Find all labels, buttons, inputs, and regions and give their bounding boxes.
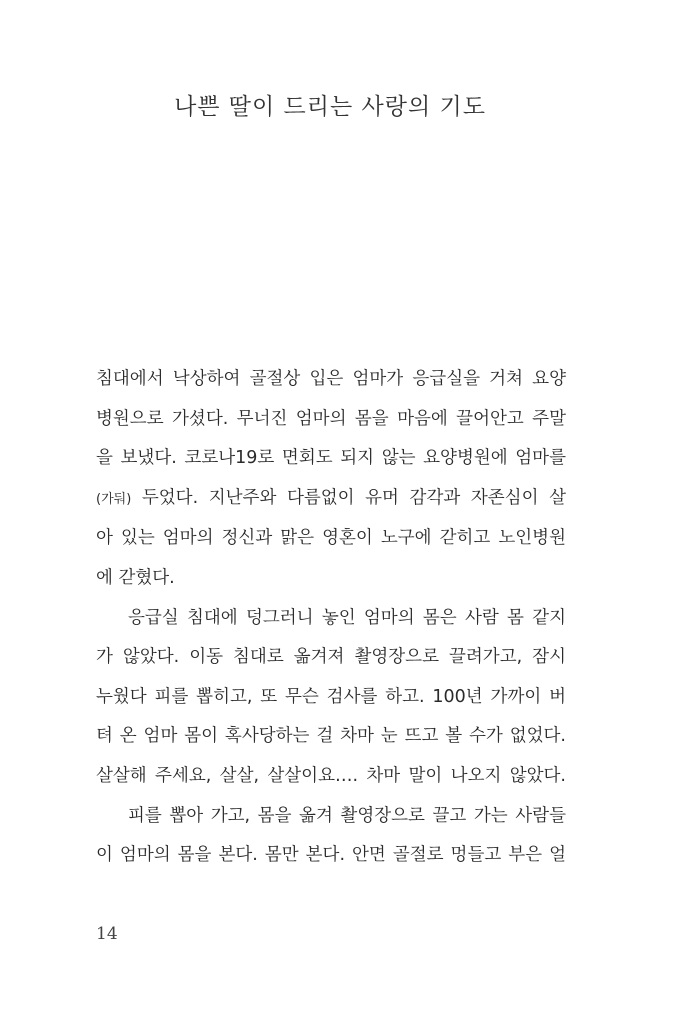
page-number: 14 bbox=[96, 924, 118, 944]
chapter-title: 나쁜 딸이 드리는 사랑의 기도 bbox=[174, 94, 486, 120]
paragraph-1 bbox=[96, 360, 566, 599]
text-line: 살살해 주세요, 살살, 살살이요…. 차마 말이 나오지 않았다. bbox=[96, 765, 566, 786]
text-fragment: 두었다. 지난주와 다름없이 유머 감각과 자존심이 살 bbox=[141, 487, 566, 508]
inline-note: (가둬) bbox=[96, 491, 132, 507]
text-line: 을 보냈다. 코로나19로 면회도 되지 않는 요양병원에 엄마를 bbox=[96, 448, 566, 469]
paragraph-3 bbox=[96, 797, 566, 876]
body-text bbox=[96, 360, 566, 876]
text-line: 이 엄마의 몸을 본다. 몸만 본다. 안면 골절로 멍들고 부은 얼 bbox=[96, 845, 566, 866]
paragraph-2 bbox=[96, 599, 566, 797]
text-line: 누웠다 피를 뽑히고, 또 무슨 검사를 하고. 100년 가까이 버 bbox=[96, 686, 566, 707]
text-line: 가 않았다. 이동 침대로 옮겨져 촬영장으로 끌려가고, 잠시 bbox=[96, 647, 566, 668]
text-line-with-note bbox=[96, 479, 566, 520]
text-line: 침대에서 낙상하여 골절상 입은 엄마가 응급실을 거쳐 요양 bbox=[96, 369, 566, 389]
text-line: 응급실 침대에 덩그러니 놓인 엄마의 몸은 사람 몸 같지 bbox=[128, 607, 566, 628]
text-line: 에 갇혔다. bbox=[96, 567, 175, 588]
text-line: 텨 온 엄마 몸이 혹사당하는 걸 차마 눈 뜨고 볼 수가 없었다. bbox=[96, 726, 566, 747]
text-line: 아 있는 엄마의 정신과 맑은 영혼이 노구에 갇히고 노인병원 bbox=[96, 528, 566, 549]
text-line: 병원으로 가셨다. 무너진 엄마의 몸을 마음에 끌어안고 주말 bbox=[96, 408, 566, 429]
text-line: 피를 뽑아 가고, 몸을 옮겨 촬영장으로 끌고 가는 사람들 bbox=[128, 805, 566, 826]
